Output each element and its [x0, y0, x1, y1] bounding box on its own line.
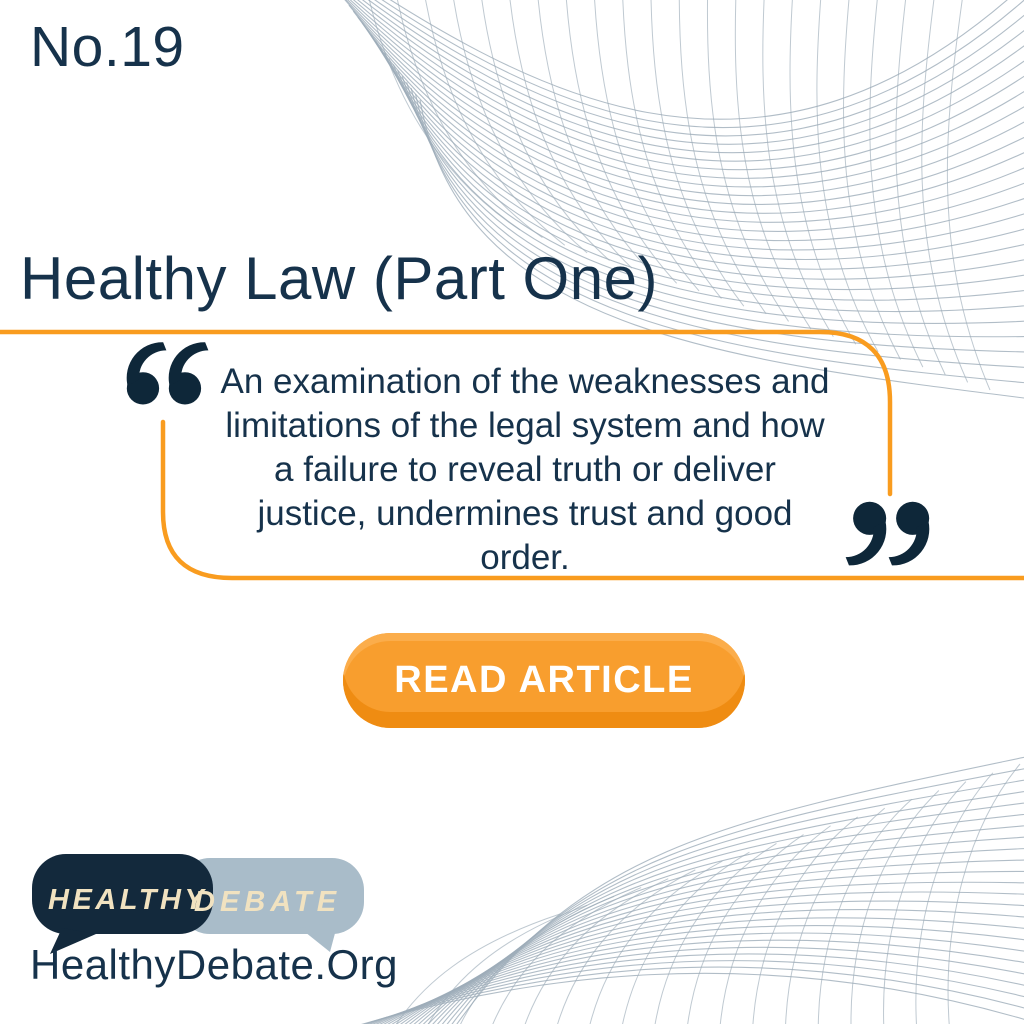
quote-line: justice, undermines trust and good	[257, 494, 793, 533]
website-url: HealthyDebate.Org	[30, 941, 399, 988]
logo-word-debate: DEBATE	[194, 886, 342, 918]
issue-number: No.19	[30, 15, 185, 79]
read-article-label: READ ARTICLE	[394, 659, 694, 701]
quote-line: limitations of the legal system and how	[225, 406, 825, 445]
quote-line: An examination of the weaknesses and	[220, 362, 830, 401]
page-title: Healthy Law (Part One)	[20, 245, 658, 312]
quote-line: order.	[480, 538, 570, 577]
close-quote-icon	[844, 500, 930, 568]
logo-word-healthy: HEALTHY	[48, 884, 208, 916]
quote-text	[190, 360, 860, 580]
quote-line: a failure to reveal truth or deliver	[274, 450, 776, 489]
read-article-button[interactable]	[343, 633, 745, 728]
